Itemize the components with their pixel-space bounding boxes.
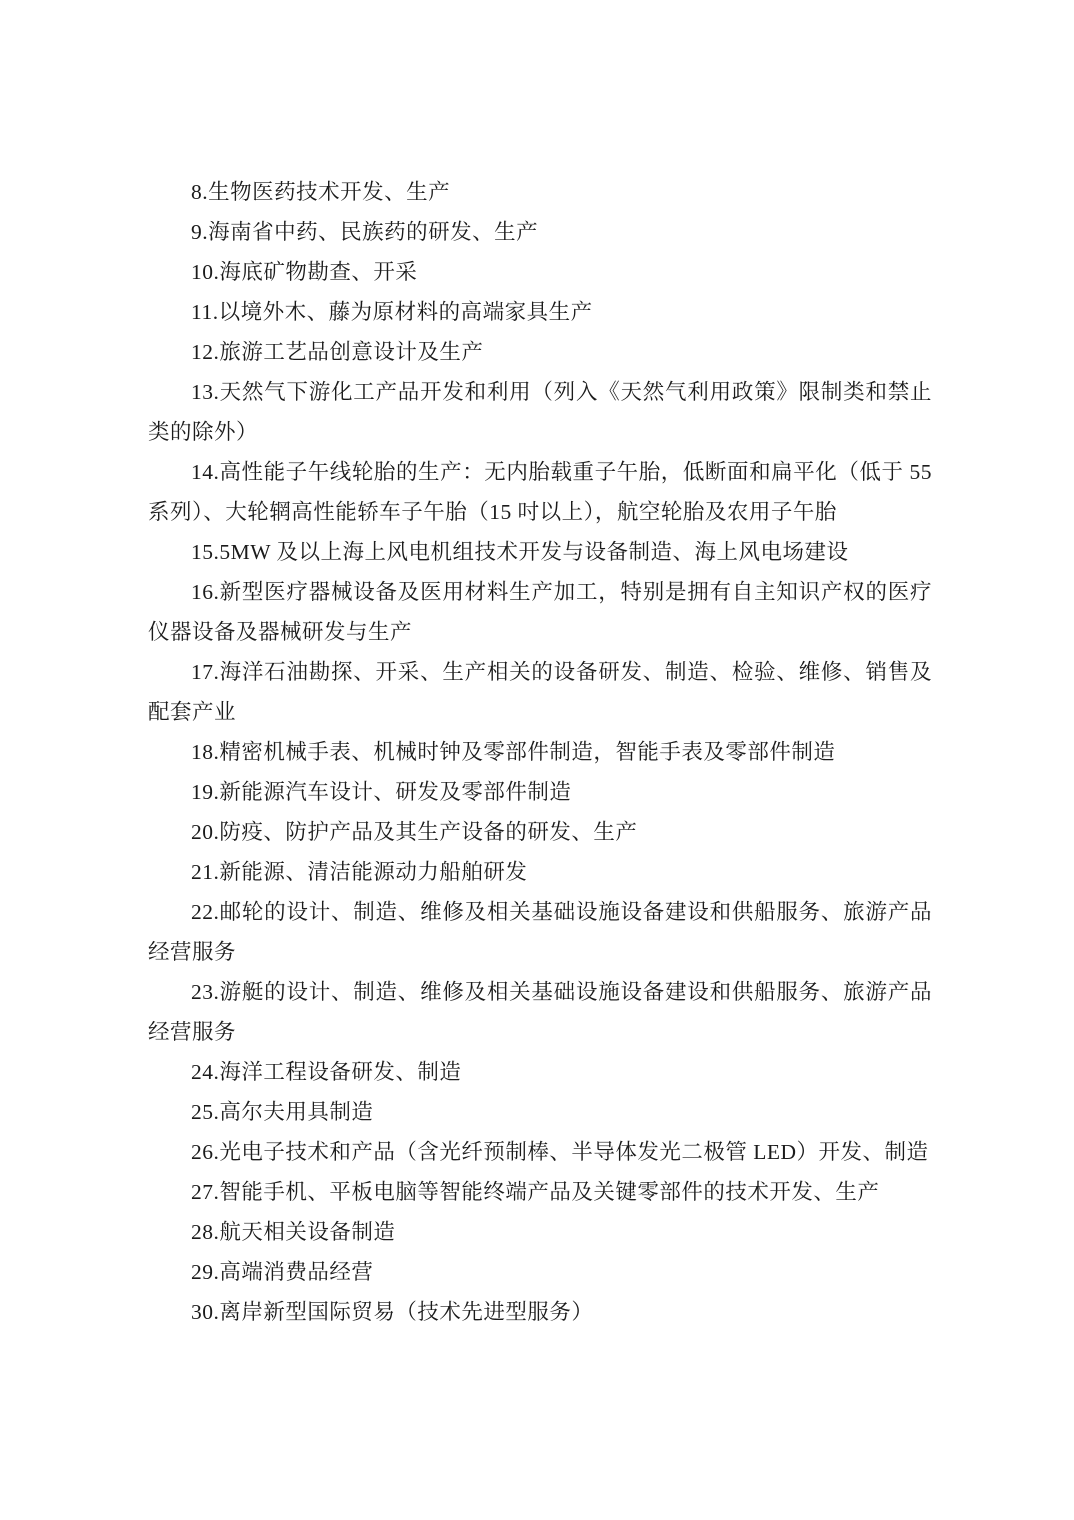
industry-item-23: 23.游艇的设计、制造、维修及相关基础设施设备建设和供船服务、旅游产品经营服务 (148, 980, 932, 1044)
industry-item-22: 22.邮轮的设计、制造、维修及相关基础设施设备建设和供船服务、旅游产品经营服务 (148, 900, 932, 964)
industry-item-26: 26.光电子技术和产品（含光纤预制棒、半导体发光二极管 LED）开发、制造 (191, 1140, 929, 1164)
industry-item-9: 9.海南省中药、民族药的研发、生产 (191, 220, 539, 244)
industry-item-17: 17.海洋石油勘探、开采、生产相关的设备研发、制造、检验、维修、销售及配套产业 (148, 660, 932, 724)
industry-item-10: 10.海底矿物勘查、开采 (191, 260, 418, 284)
industry-item-8: 8.生物医药技术开发、生产 (191, 180, 451, 204)
industry-item-20: 20.防疫、防护产品及其生产设备的研发、生产 (191, 820, 638, 844)
industry-item-27: 27.智能手机、平板电脑等智能终端产品及关键零部件的技术开发、生产 (191, 1180, 880, 1204)
industry-item-18: 18.精密机械手表、机械时钟及零部件制造，智能手表及零部件制造 (191, 740, 836, 764)
industry-item-19: 19.新能源汽车设计、研发及零部件制造 (191, 780, 572, 804)
industry-item-30: 30.离岸新型国际贸易（技术先进型服务） (191, 1300, 594, 1324)
industry-item-25: 25.高尔夫用具制造 (191, 1100, 374, 1124)
industry-item-11: 11.以境外木、藤为原材料的高端家具生产 (191, 300, 593, 324)
industry-item-12: 12.旅游工艺品创意设计及生产 (191, 340, 484, 364)
industry-item-15: 15.5MW 及以上海上风电机组技术开发与设备制造、海上风电场建设 (191, 540, 849, 564)
industry-item-13: 13.天然气下游化工产品开发和利用（列入《天然气利用政策》限制类和禁止类的除外） (148, 380, 932, 444)
industry-item-24: 24.海洋工程设备研发、制造 (191, 1060, 462, 1084)
industry-item-21: 21.新能源、清洁能源动力船舶研发 (191, 860, 528, 884)
industry-item-28: 28.航天相关设备制造 (191, 1220, 396, 1244)
industry-item-29: 29.高端消费品经营 (191, 1260, 374, 1284)
industry-list (148, 172, 932, 1332)
industry-item-14: 14.高性能子午线轮胎的生产：无内胎载重子午胎，低断面和扁平化（低于 55 系列）、大轮辋高性能轿车子午胎（15 吋以上），航空轮胎及农用子午胎 (148, 460, 932, 524)
industry-item-16: 16.新型医疗器械设备及医用材料生产加工，特别是拥有自主知识产权的医疗仪器设备及器械研发与生产 (148, 580, 932, 644)
